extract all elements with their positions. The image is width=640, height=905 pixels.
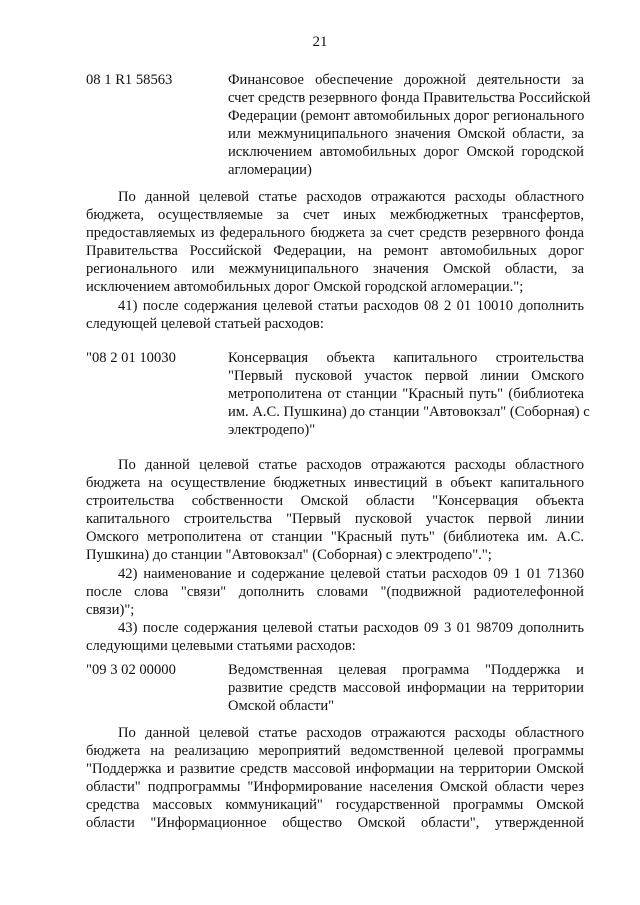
description-line: или межмуниципального значения Омской области, за [228, 126, 584, 143]
body-paragraph [86, 565, 584, 619]
page-number: 21 [312, 34, 328, 50]
budget-item-code: 08 1 R1 58563 [86, 72, 173, 88]
description-line: им. А.С. Пушкина) до станции "Автовокзал" (Соборная) с [228, 404, 590, 421]
description-line: метрополитена от станции "Красный путь" (библиотека [228, 386, 584, 403]
paragraph-line: Правительства Российской Федерации, на ремонт автомобильных дорог [86, 243, 584, 260]
budget-item-description [228, 661, 584, 715]
body-paragraph [86, 724, 584, 833]
paragraph-line: средства массовых коммуникаций" государственной программы Омской [86, 797, 584, 814]
budget-item-code: "08 2 01 10030 [86, 350, 176, 366]
paragraph-line: области "Информационное общество Омской области", утвержденной [86, 815, 584, 832]
description-line: развитие средств массовой информации на территории [228, 680, 584, 697]
body-paragraph [86, 619, 584, 655]
paragraph-line: после слова "связи" дополнить словами "(подвижной радиотелефонной [86, 584, 584, 601]
budget-item-code: "09 3 02 00000 [86, 662, 176, 678]
paragraph-line: 42) наименование и содержание целевой статьи расходов 09 1 01 71360 [118, 566, 584, 582]
description-line: исключением автомобильных дорог Омской городской [228, 144, 584, 161]
paragraph-line: Пушкина) до станции "Автовокзал" (Соборная) с электродепо"."; [86, 547, 492, 564]
budget-item-description [228, 71, 591, 180]
paragraph-line: бюджета на реализацию мероприятий ведомственной целевой программы [86, 743, 584, 760]
paragraph-line: Омского метрополитена от станции "Красный путь" (библиотека им. А.С. [86, 529, 584, 546]
paragraph-line: "Поддержка и развитие средств массовой информации на территории Омской [86, 761, 584, 778]
body-paragraph [86, 188, 584, 297]
paragraph-line: строительства собственности Омской области "Консервация объекта [86, 493, 584, 510]
description-line: Финансовое обеспечение дорожной деятельности за [228, 72, 584, 88]
paragraph-line: следующими целевыми статьями расходов: [86, 638, 356, 655]
description-line: Консервация объекта капитального строительства [228, 350, 584, 366]
description-line: Ведомственная целевая программа "Поддержка и [228, 662, 584, 678]
paragraph-line: бюджета, осуществляемые за счет иных межбюджетных трансфертов, [86, 207, 584, 224]
description-line: счет средств резервного фонда Правительства Российской [228, 90, 591, 107]
description-line: Федерации (ремонт автомобильных дорог регионального [228, 108, 585, 125]
paragraph-line: бюджета на осуществление бюджетных инвестиций в объект капитального [86, 475, 584, 492]
paragraph-line: исключением автомобильных дорог Омской городской агломерации."; [86, 279, 524, 296]
paragraph-line: следующей целевой статьей расходов: [86, 316, 324, 333]
paragraph-line: связи)"; [86, 602, 135, 619]
description-line: "Первый пусковой участок первой линии Омского [228, 368, 584, 385]
paragraph-line: По данной целевой статье расходов отражаются расходы областного [118, 725, 584, 741]
paragraph-line: области" подпрограммы "Информирование населения Омской области через [86, 779, 584, 796]
description-line: агломерации) [228, 162, 312, 179]
paragraph-line: капитального строительства "Первый пусковой участок первой линии [86, 511, 584, 528]
paragraph-line: регионального или межмуниципального значения Омской области, за [86, 261, 584, 278]
paragraph-line: 41) после содержания целевой статьи расходов 08 2 01 10010 дополнить [118, 298, 584, 314]
paragraph-line: По данной целевой статье расходов отражаются расходы областного [118, 189, 584, 205]
paragraph-line: 43) после содержания целевой статьи расходов 09 3 01 98709 дополнить [118, 620, 584, 636]
description-line: электродепо)" [228, 422, 316, 439]
body-paragraph [86, 297, 584, 333]
description-line: Омской области" [228, 698, 335, 715]
paragraph-line: По данной целевой статье расходов отражаются расходы областного [118, 457, 584, 473]
budget-item-description [228, 349, 590, 439]
paragraph-line: предоставляемых из федерального бюджета за счет средств резервного фонда [86, 225, 584, 242]
body-paragraph [86, 456, 584, 565]
